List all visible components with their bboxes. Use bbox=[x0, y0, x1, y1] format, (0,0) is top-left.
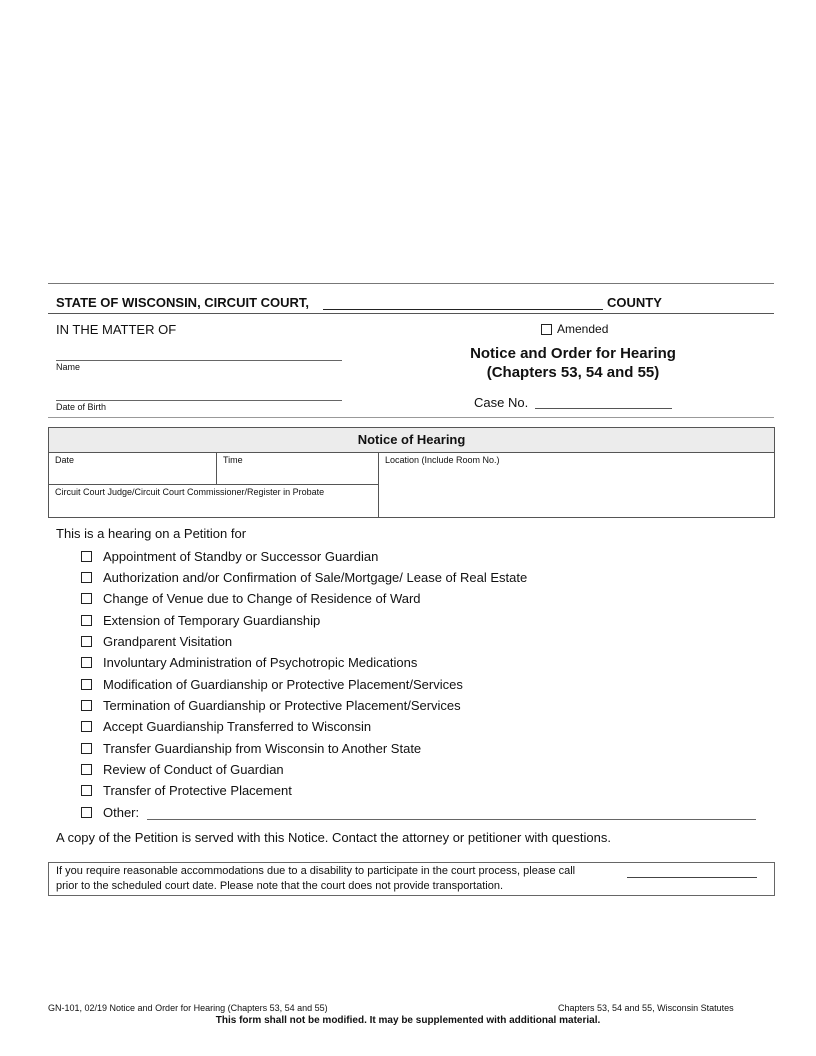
county-label: COUNTY bbox=[607, 295, 662, 310]
matter-label: IN THE MATTER OF bbox=[56, 322, 177, 337]
dob-field[interactable] bbox=[56, 400, 342, 401]
caption-rule-2 bbox=[48, 313, 774, 314]
petition-checkbox[interactable] bbox=[81, 636, 92, 647]
petition-intro: This is a hearing on a Petition for bbox=[56, 526, 247, 541]
case-no-field[interactable] bbox=[535, 408, 672, 409]
amended-checkbox[interactable] bbox=[541, 324, 552, 335]
petition-checkbox[interactable] bbox=[81, 743, 92, 754]
accommodations-line-2: prior to the scheduled court date. Please note that the court does not provide transportation. bbox=[56, 880, 504, 892]
petition-checkbox[interactable] bbox=[81, 615, 92, 626]
petition-checkbox[interactable] bbox=[81, 721, 92, 732]
petition-checkbox[interactable] bbox=[81, 679, 92, 690]
petition-option-label: Modification of Guardianship or Protective Placement/Services bbox=[103, 677, 463, 692]
petition-checkbox[interactable] bbox=[81, 700, 92, 711]
time-label: Time bbox=[223, 455, 243, 465]
county-name-field[interactable] bbox=[323, 309, 603, 310]
form-title: Notice and Order for Hearing bbox=[470, 345, 676, 362]
petition-option-label: Grandparent Visitation bbox=[103, 634, 233, 649]
date-cell[interactable] bbox=[49, 453, 217, 485]
petition-checkbox[interactable] bbox=[81, 572, 92, 583]
name-field[interactable] bbox=[56, 360, 342, 361]
accommodations-line-1: If you require reasonable accommodations due to a disability to participate in the court process, please call bbox=[56, 865, 576, 877]
petition-option-label: Extension of Temporary Guardianship bbox=[103, 613, 321, 628]
dob-label: Date of Birth bbox=[56, 402, 107, 412]
copy-notice: A copy of the Petition is served with this Notice. Contact the attorney or petitioner with questions. bbox=[56, 830, 611, 845]
accommodations-box bbox=[48, 862, 775, 896]
petition-checkbox[interactable] bbox=[81, 785, 92, 796]
petition-option-label: Transfer of Protective Placement bbox=[103, 783, 292, 798]
caption-bottom-rule bbox=[48, 417, 774, 418]
petition-option-label: Appointment of Standby or Successor Guardian bbox=[103, 549, 379, 564]
date-label: Date bbox=[55, 455, 75, 465]
court-state-label: STATE OF WISCONSIN, CIRCUIT COURT, bbox=[56, 295, 310, 310]
location-cell[interactable] bbox=[379, 453, 774, 517]
location-label: Location (Include Room No.) bbox=[385, 455, 500, 465]
footer-statutes: Chapters 53, 54 and 55, Wisconsin Statutes bbox=[558, 1003, 734, 1013]
petition-option-label: Involuntary Administration of Psychotropic Medications bbox=[103, 655, 418, 670]
other-label: Other: bbox=[103, 805, 140, 820]
petition-checkbox[interactable] bbox=[81, 764, 92, 775]
footer-disclaimer: This form shall not be modified. It may be supplemented with additional material. bbox=[215, 1015, 601, 1026]
other-field[interactable] bbox=[147, 819, 756, 820]
case-no-label: Case No. bbox=[474, 395, 529, 410]
accommodations-phone-field[interactable] bbox=[627, 877, 757, 878]
petition-option-label: Termination of Guardianship or Protective Placement/Services bbox=[103, 698, 461, 713]
name-label: Name bbox=[56, 362, 81, 372]
petition-checkbox[interactable] bbox=[81, 593, 92, 604]
notice-header: Notice of Hearing bbox=[49, 428, 774, 453]
judge-label: Circuit Court Judge/Circuit Court Commissioner/Register in Probate bbox=[55, 487, 325, 497]
petition-checkbox[interactable] bbox=[81, 807, 92, 818]
petition-checkbox[interactable] bbox=[81, 657, 92, 668]
petition-option-label: Change of Venue due to Change of Residence of Ward bbox=[103, 591, 421, 606]
petition-option-label: Review of Conduct of Guardian bbox=[103, 762, 284, 777]
form-subtitle: (Chapters 53, 54 and 55) bbox=[486, 364, 660, 381]
notice-of-hearing-box bbox=[48, 427, 775, 518]
amended-label: Amended bbox=[557, 322, 609, 336]
petition-checkbox[interactable] bbox=[81, 551, 92, 562]
petition-option-label: Accept Guardianship Transferred to Wisconsin bbox=[103, 719, 372, 734]
petition-option-label: Transfer Guardianship from Wisconsin to Another State bbox=[103, 741, 422, 756]
petition-option-label: Authorization and/or Confirmation of Sale/Mortgage/ Lease of Real Estate bbox=[103, 570, 528, 585]
judge-cell[interactable] bbox=[49, 485, 379, 517]
footer-form-id: GN-101, 02/19 Notice and Order for Hearing (Chapters 53, 54 and 55) bbox=[48, 1003, 328, 1013]
time-cell[interactable] bbox=[217, 453, 379, 485]
caption-top-rule bbox=[48, 283, 774, 284]
